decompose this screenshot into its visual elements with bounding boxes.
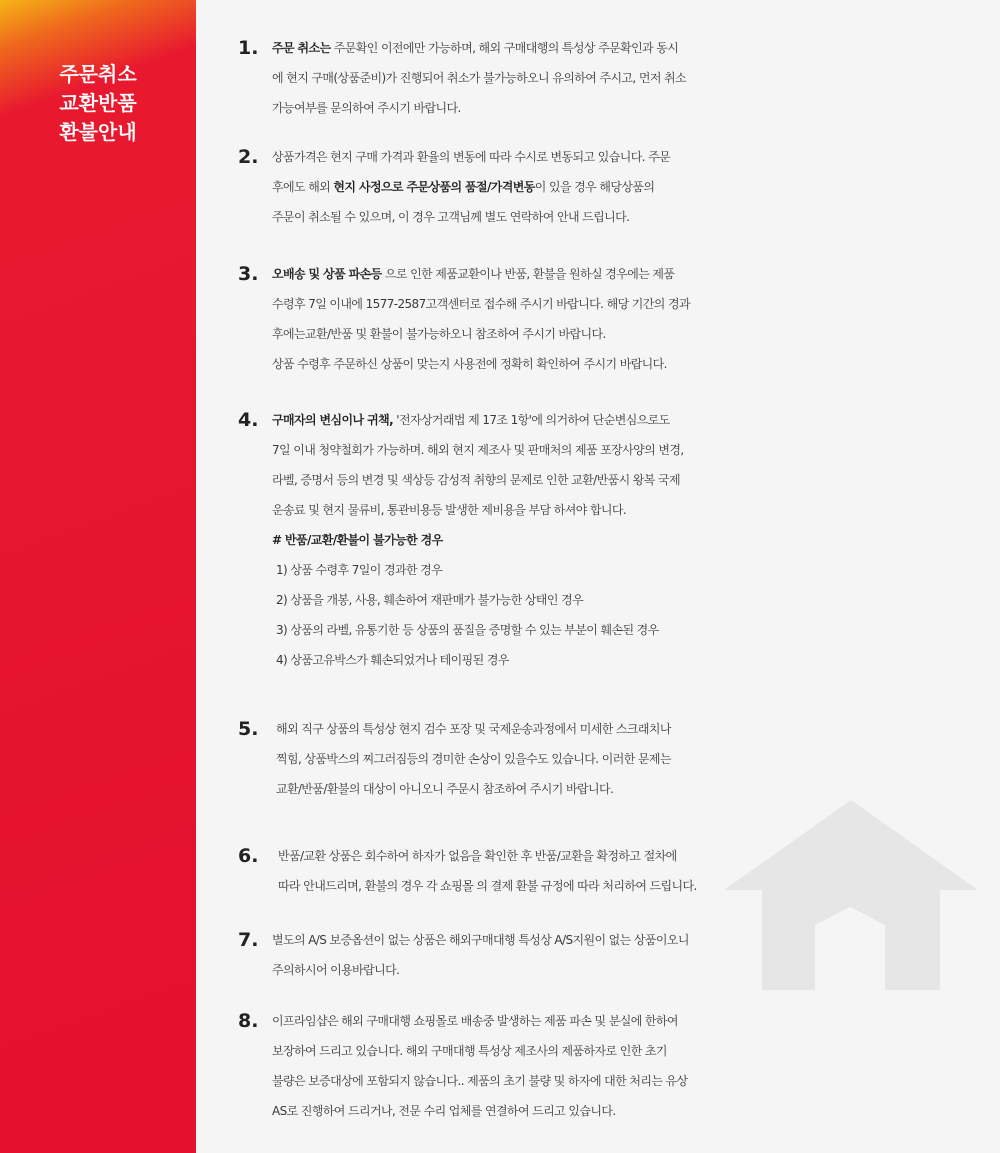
line-text: 수령후 7일 이내에 1577-2587고객센터로 접수해 주시기 바랍니다. 해당 기간의 경과	[272, 297, 690, 311]
line-text: 주의하시어 이용바랍니다.	[272, 963, 400, 977]
item-number: 1.	[238, 37, 259, 59]
line-text: 가능여부를 문의하여 주시기 바랍니다.	[272, 101, 461, 115]
item-body	[272, 142, 997, 232]
line-text: 에 현지 구매(상품준비)가 진행되어 취소가 불가능하오니 유의하여 주시고, 먼저 취소	[272, 71, 687, 85]
item-body	[276, 714, 1000, 804]
line-text: 따라 안내드리며, 환불의 경우 각 쇼핑몰 의 결제 환불 규정에 따라 처리하여 드립니다.	[278, 879, 697, 893]
line-text: 교환/반품/환불의 대상이 아니오니 주문시 참조하여 주시기 바랍니다.	[276, 782, 614, 796]
list-item: 2) 상품을 개봉, 사용, 훼손하여 재판매가 불가능한 상태인 경우	[276, 593, 584, 607]
emphasis-text: 주문 취소는	[272, 41, 331, 55]
emphasis-text: 현지 사정으로 주문상품의 품절/가격변동	[333, 180, 535, 194]
line-text: 불량은 보증대상에 포함되지 않습니다.. 제품의 초기 불량 및 하자에 대한 처리는 유상	[272, 1074, 688, 1088]
subheading: # 반품/교환/환불이 불가능한 경우	[272, 533, 443, 547]
sidebar-title-line-2: 교환반품	[59, 91, 137, 115]
list-item: 1) 상품 수령후 7일이 경과한 경우	[276, 563, 443, 577]
item-number: 6.	[238, 845, 259, 867]
list-item: 3) 상품의 라벨, 유통기한 등 상품의 품질을 증명할 수 있는 부분이 훼손된 경우	[276, 623, 659, 637]
line-text: 별도의 A/S 보증옵션이 없는 상품은 해외구매대행 특성상 A/S지원이 없는 상품이오니	[272, 933, 689, 947]
line-text: 주문이 취소될 수 있으며, 이 경우 고객님께 별도 연락하여 안내 드립니다.	[272, 210, 630, 224]
emphasis-text: 오배송 및 상품 파손등	[272, 267, 382, 281]
line-text: 상품가격은 현지 구매 가격과 환율의 변동에 따라 수시로 변동되고 있습니다. 주문	[272, 150, 671, 164]
line-text: '전자상거래법 제 17조 1항'에 의거하여 단순변심으로도	[393, 413, 670, 427]
line-text: 라벨, 증명서 등의 변경 및 색상등 감성적 취향의 문제로 인한 교환/반품시 왕복 국제	[272, 473, 680, 487]
line-text: 후에는교환/반품 및 환불이 불가능하오니 참조하여 주시기 바랍니다.	[272, 327, 606, 341]
line-text: 운송료 및 현지 물류비, 통관비용등 발생한 제비용을 부담 하셔야 합니다.	[272, 503, 627, 517]
line-text: 7일 이내 청약철회가 가능하며. 해외 현지 제조사 및 판매처의 제품 포장사양의 변경,	[272, 443, 684, 457]
item-body	[272, 925, 997, 985]
item-number: 7.	[238, 929, 259, 951]
item-number: 2.	[238, 146, 259, 168]
line-text: 주문확인 이전에만 가능하며, 해외 구매대행의 특성상 주문확인과 동시	[330, 41, 679, 55]
item-number: 3.	[238, 263, 259, 285]
line-text: 이 있을 경우 해당상품의	[534, 180, 655, 194]
emphasis-text: 구매자의 변심이나 귀책,	[272, 413, 394, 427]
item-body	[272, 259, 997, 379]
line-text: 이프라임샵은 해외 구매대행 쇼핑몰로 배송중 발생하는 제품 파손 및 분실에 한하여	[272, 1014, 678, 1028]
item-number: 4.	[238, 409, 259, 431]
item-number: 8.	[238, 1010, 259, 1032]
item-number: 5.	[238, 718, 259, 740]
sidebar	[0, 0, 196, 1153]
line-text: 으로 인한 제품교환이나 반품, 환불을 원하실 경우에는 제품	[381, 267, 675, 281]
sidebar-title-line-1: 주문취소	[59, 62, 137, 86]
line-text: 반품/교환 상품은 회수하여 하자가 없음을 확인한 후 반품/교환을 확정하고 절차에	[278, 849, 677, 863]
sidebar-title	[0, 60, 196, 147]
line-text: 후에도 해외	[272, 180, 334, 194]
sidebar-title-line-3: 환불안내	[59, 120, 137, 144]
item-body	[272, 33, 997, 123]
item-body	[272, 405, 997, 675]
line-text: 찍힘, 상품박스의 찌그러짐등의 경미한 손상이 있을수도 있습니다. 이러한 문제는	[276, 752, 671, 766]
line-text: 상품 수령후 주문하신 상품이 맞는지 사용전에 정확히 확인하여 주시기 바랍니다.	[272, 357, 667, 371]
item-body	[278, 841, 1000, 901]
item-body	[272, 1006, 997, 1126]
line-text: 해외 직구 상품의 특성상 현지 검수 포장 및 국제운송과정에서 미세한 스크래치나	[276, 722, 671, 736]
line-text: AS로 진행하여 드리거나, 전문 수리 업체를 연결하여 드리고 있습니다.	[272, 1104, 616, 1118]
line-text: 보장하여 드리고 있습니다. 해외 구매대행 특성상 제조사의 제품하자로 인한 초기	[272, 1044, 667, 1058]
list-item: 4) 상품고유박스가 훼손되었거나 테이핑된 경우	[276, 653, 509, 667]
